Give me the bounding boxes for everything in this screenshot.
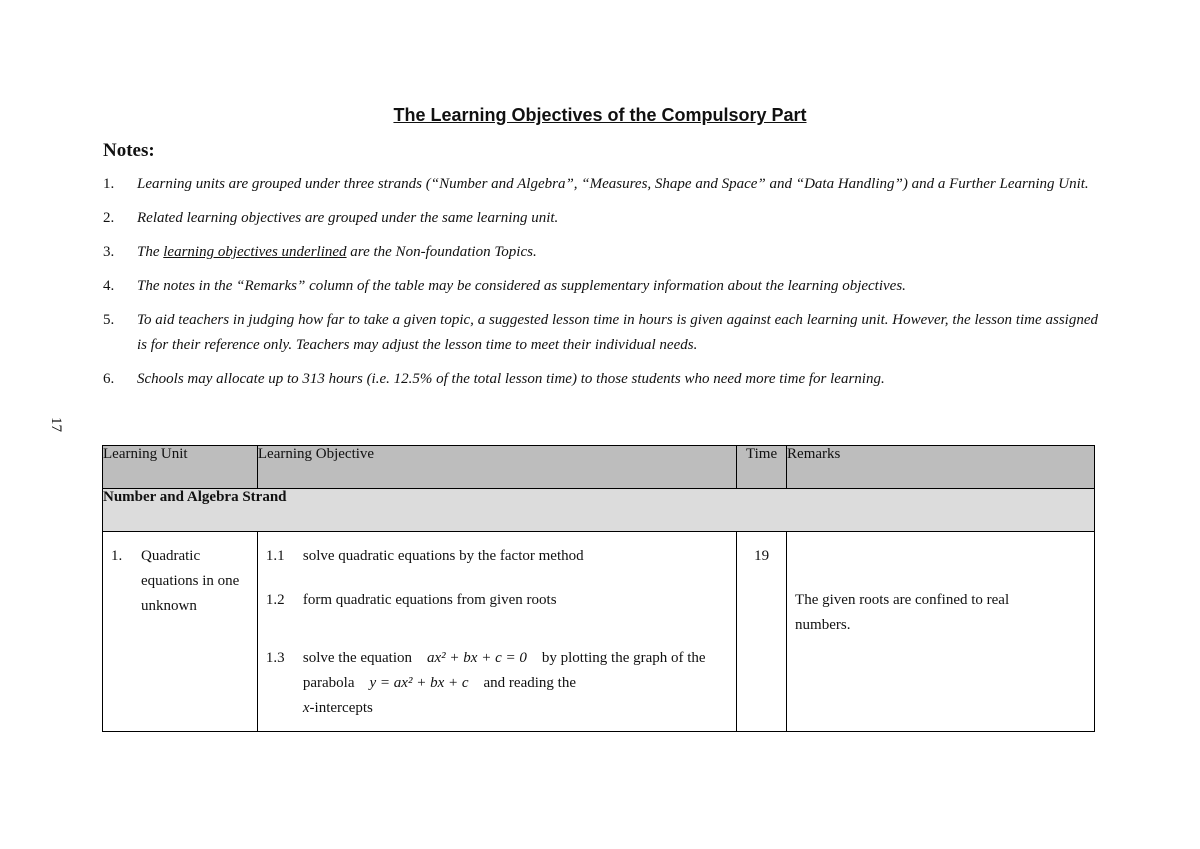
objective-text: solve quadratic equations by the factor method: [302, 548, 584, 564]
header-time: Time: [737, 446, 787, 489]
equation-quadratic: ax² + bx + c = 0: [427, 650, 527, 666]
strand-row: [103, 489, 1095, 532]
objective-item: [266, 646, 728, 721]
header-learning-objective: Learning Objective: [257, 446, 736, 489]
note-number: 6.: [103, 371, 115, 387]
table-row: [103, 532, 1095, 732]
note-number: 1.: [103, 176, 115, 192]
note-number: 3.: [103, 244, 115, 260]
objective-number: 1.2: [265, 592, 285, 608]
objective-text: [303, 646, 728, 721]
learning-unit-cell: [103, 532, 258, 732]
note-text: Related learning objectives are grouped under the same learning unit.: [137, 210, 559, 226]
note-item: [103, 206, 1098, 231]
objective-text-part: by plotting the graph of the parabola: [302, 650, 706, 691]
notes-heading: Notes:: [103, 140, 155, 161]
variable-x: x: [302, 700, 310, 716]
objective-number: 1.1: [265, 548, 285, 564]
underlined-phrase: learning objectives underlined: [163, 244, 347, 260]
objective-text-part: and reading the: [483, 675, 576, 691]
learning-objective-cell: [257, 532, 736, 732]
table-header-row: [103, 446, 1095, 489]
objective-text: form quadratic equations from given roots: [302, 592, 557, 608]
remarks-text: The given roots are confined to real numbers.: [795, 592, 1010, 633]
equation-parabola: y = ax² + bx + c: [369, 675, 469, 691]
note-text: [137, 240, 537, 265]
unit-number: 1.: [111, 548, 123, 564]
objective-number: 1.3: [265, 650, 285, 666]
learning-objectives-table: [102, 445, 1095, 732]
header-learning-unit: Learning Unit: [103, 446, 258, 489]
note-item: [103, 367, 1098, 392]
note-item: [103, 308, 1098, 358]
strand-title: Number and Algebra Strand: [103, 489, 1095, 532]
time-cell: 19: [737, 532, 787, 732]
note-item: [103, 172, 1098, 197]
objective-text-part: solve the equation: [302, 650, 413, 666]
page-title: The Learning Objectives of the Compulsory Part: [393, 105, 807, 125]
note-text: Schools may allocate up to 313 hours (i.e. 12.5% of the total lesson time) to those students who need more time for learning.: [137, 371, 885, 387]
note-text-post: are the Non-foundation Topics.: [346, 244, 537, 260]
note-text: To aid teachers in judging how far to take a given topic, a suggested lesson time in hours is given against each learning unit. However, the lesson time assigned is for their reference only. Teachers may adjust the lesson time to meet their individual needs.: [137, 312, 1098, 353]
note-number: 4.: [103, 278, 115, 294]
header-remarks: Remarks: [787, 446, 1095, 489]
note-item: [103, 274, 1098, 299]
note-item: [103, 240, 1098, 265]
page-number: 17: [48, 417, 64, 432]
objective-item: [266, 544, 728, 569]
unit-name: Quadratic equations in one unknown: [141, 548, 240, 614]
note-number: 2.: [103, 210, 115, 226]
note-text: Learning units are grouped under three strands (“Number and Algebra”, “Measures, Shape and Space” and “Data Handling”) and a Further Learning Unit.: [137, 176, 1089, 192]
note-text-pre: The: [137, 244, 164, 260]
notes-list: [103, 172, 1098, 401]
remarks-cell: [787, 532, 1095, 732]
note-number: 5.: [103, 312, 115, 328]
note-text: The notes in the “Remarks” column of the table may be considered as supplementary information about the learning objectives.: [137, 278, 906, 294]
objective-item: [266, 588, 728, 613]
objective-text-part: -intercepts: [309, 700, 373, 716]
